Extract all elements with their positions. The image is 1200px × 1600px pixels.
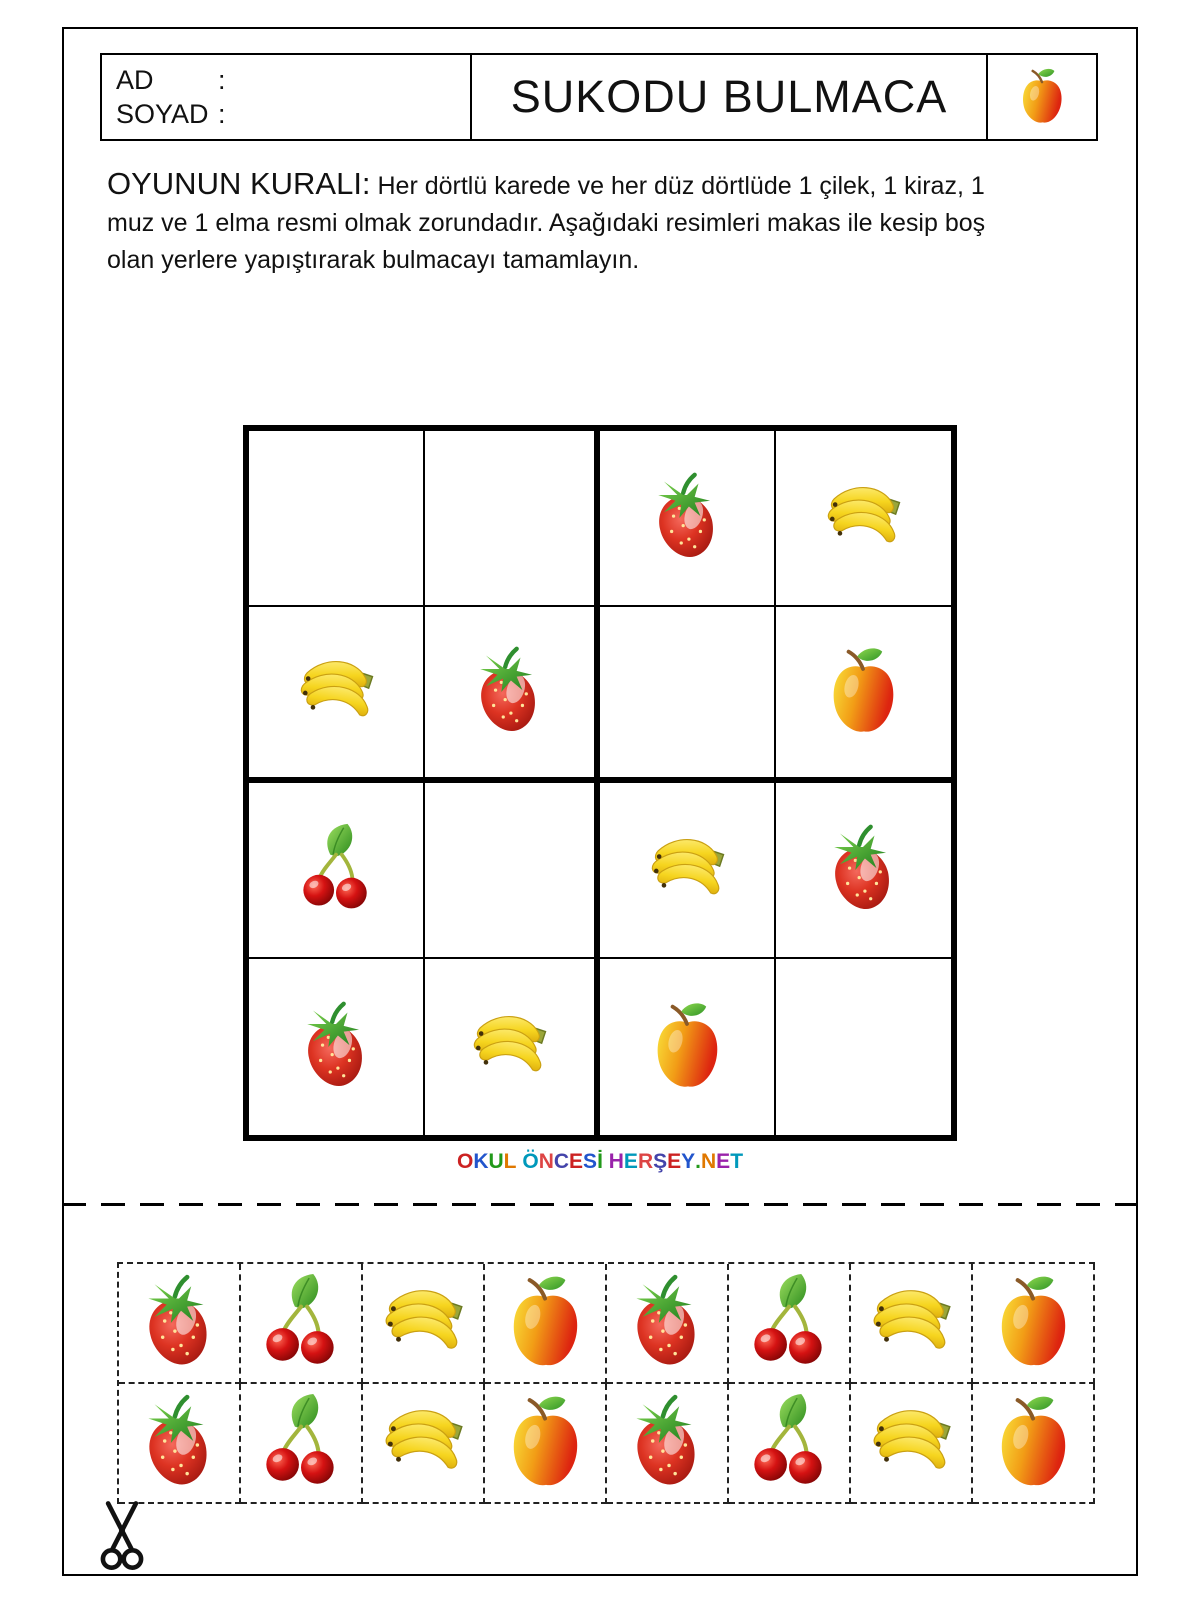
cherry-icon (288, 822, 384, 918)
logo-letter: . (695, 1150, 701, 1173)
name-colon: : (218, 64, 226, 95)
website-logo (0, 1147, 1200, 1177)
apple-icon (494, 1392, 596, 1494)
title-box (470, 53, 988, 141)
strawberry-icon (639, 470, 735, 566)
strawberry-icon (288, 999, 384, 1095)
logo-letter: Y (681, 1150, 696, 1173)
rule-label: OYUNUN KURALI: (107, 166, 371, 201)
apple-icon (982, 1392, 1084, 1494)
rule-text: Her dörtlü karede ve her düz dörtlüde 1 çilek, 1 kiraz, 1 muz ve 1 elma resmi olmak zorundadır. Aşağıdaki resimleri makas ile kesip boş olan yerlere yapıştırarak bulmacayı tamamlayın. (107, 172, 986, 274)
banana-icon (860, 1392, 962, 1494)
strawberry-icon (815, 822, 911, 918)
cutout-tile-r1c7 (851, 1264, 973, 1384)
sudoku-cell-r3c2 (425, 783, 601, 959)
page-title: SUKODU BULMACA (510, 71, 948, 122)
logo-letter: S (583, 1150, 598, 1173)
strawberry-icon (616, 1272, 718, 1374)
apple-icon (815, 644, 911, 740)
sudoku-cell-r1c2 (425, 431, 601, 607)
cut-line (62, 1203, 1138, 1206)
logo-letter: C (553, 1150, 570, 1173)
logo-letter: E (667, 1150, 682, 1173)
banana-icon (461, 999, 557, 1095)
banana-icon (372, 1272, 474, 1374)
apple-icon (982, 1272, 1084, 1374)
cutout-tile-r1c5 (607, 1264, 729, 1384)
sudoku-cell-r1c1 (249, 431, 425, 607)
sudoku-cell-r1c3 (600, 431, 776, 607)
sudoku-cell-r4c4 (776, 959, 952, 1135)
logo-letter: N (538, 1150, 554, 1173)
logo-letter: T (730, 1150, 744, 1173)
cutout-tile-r1c2 (241, 1264, 363, 1384)
cutout-tile-r2c1 (119, 1384, 241, 1504)
name-surname-box (100, 53, 472, 141)
cutout-tile-r1c3 (363, 1264, 485, 1384)
apple-icon (494, 1272, 596, 1374)
logo-letter: E (716, 1150, 731, 1173)
strawberry-icon (461, 644, 557, 740)
cutout-tile-r2c8 (973, 1384, 1095, 1504)
sudoku-cell-r4c1 (249, 959, 425, 1135)
cutout-tile-r2c2 (241, 1384, 363, 1504)
cherry-icon (738, 1392, 840, 1494)
cutout-tiles (117, 1262, 1095, 1504)
header-logo-box (986, 53, 1098, 141)
sudoku-cell-r2c3 (600, 607, 776, 783)
sudoku-cell-r3c1 (249, 783, 425, 959)
cutout-tile-r2c6 (729, 1384, 851, 1504)
logo-letter: Ş (653, 1150, 668, 1173)
logo-letter: İ (597, 1150, 603, 1173)
banana-icon (288, 644, 384, 740)
cutout-tile-r2c4 (485, 1384, 607, 1504)
cutout-tile-r1c6 (729, 1264, 851, 1384)
scissors-icon (95, 1500, 149, 1574)
surname-colon: : (218, 98, 226, 129)
name-row (116, 63, 470, 97)
logo-letter: K (473, 1150, 489, 1173)
sudoku-grid (243, 425, 957, 1141)
sudoku-cell-r4c2 (425, 959, 601, 1135)
instructions (107, 165, 1032, 279)
logo-letter: O (456, 1150, 474, 1173)
strawberry-icon (128, 1272, 230, 1374)
surname-label: SOYAD (116, 98, 209, 129)
surname-row (116, 97, 470, 131)
logo-letter: E (569, 1150, 584, 1173)
cutout-tile-r1c8 (973, 1264, 1095, 1384)
logo-letter: R (637, 1150, 654, 1173)
logo-letter: N (701, 1150, 717, 1173)
banana-icon (860, 1272, 962, 1374)
logo-letter: Ö (522, 1150, 539, 1173)
name-label: AD (116, 64, 154, 95)
logo-letter: E (623, 1150, 638, 1173)
logo-letter: H (608, 1150, 624, 1173)
strawberry-icon (128, 1392, 230, 1494)
strawberry-icon (616, 1392, 718, 1494)
cherry-icon (250, 1272, 352, 1374)
cutout-tile-r1c1 (119, 1264, 241, 1384)
sudoku-cell-r2c2 (425, 607, 601, 783)
sudoku-cell-r2c1 (249, 607, 425, 783)
sudoku-cell-r3c4 (776, 783, 952, 959)
apple-icon (1011, 61, 1073, 133)
cutout-tile-r2c7 (851, 1384, 973, 1504)
sudoku-cell-r1c4 (776, 431, 952, 607)
sudoku-cell-r2c4 (776, 607, 952, 783)
sudoku-cell-r4c3 (600, 959, 776, 1135)
cherry-icon (250, 1392, 352, 1494)
cutout-tile-r1c4 (485, 1264, 607, 1384)
cherry-icon (738, 1272, 840, 1374)
sudoku-cell-r3c3 (600, 783, 776, 959)
apple-icon (639, 999, 735, 1095)
cutout-tile-r2c3 (363, 1384, 485, 1504)
logo-letter: U (488, 1150, 504, 1173)
logo-letter: L (503, 1150, 517, 1173)
banana-icon (639, 822, 735, 918)
cutout-tile-r2c5 (607, 1384, 729, 1504)
banana-icon (815, 470, 911, 566)
banana-icon (372, 1392, 474, 1494)
